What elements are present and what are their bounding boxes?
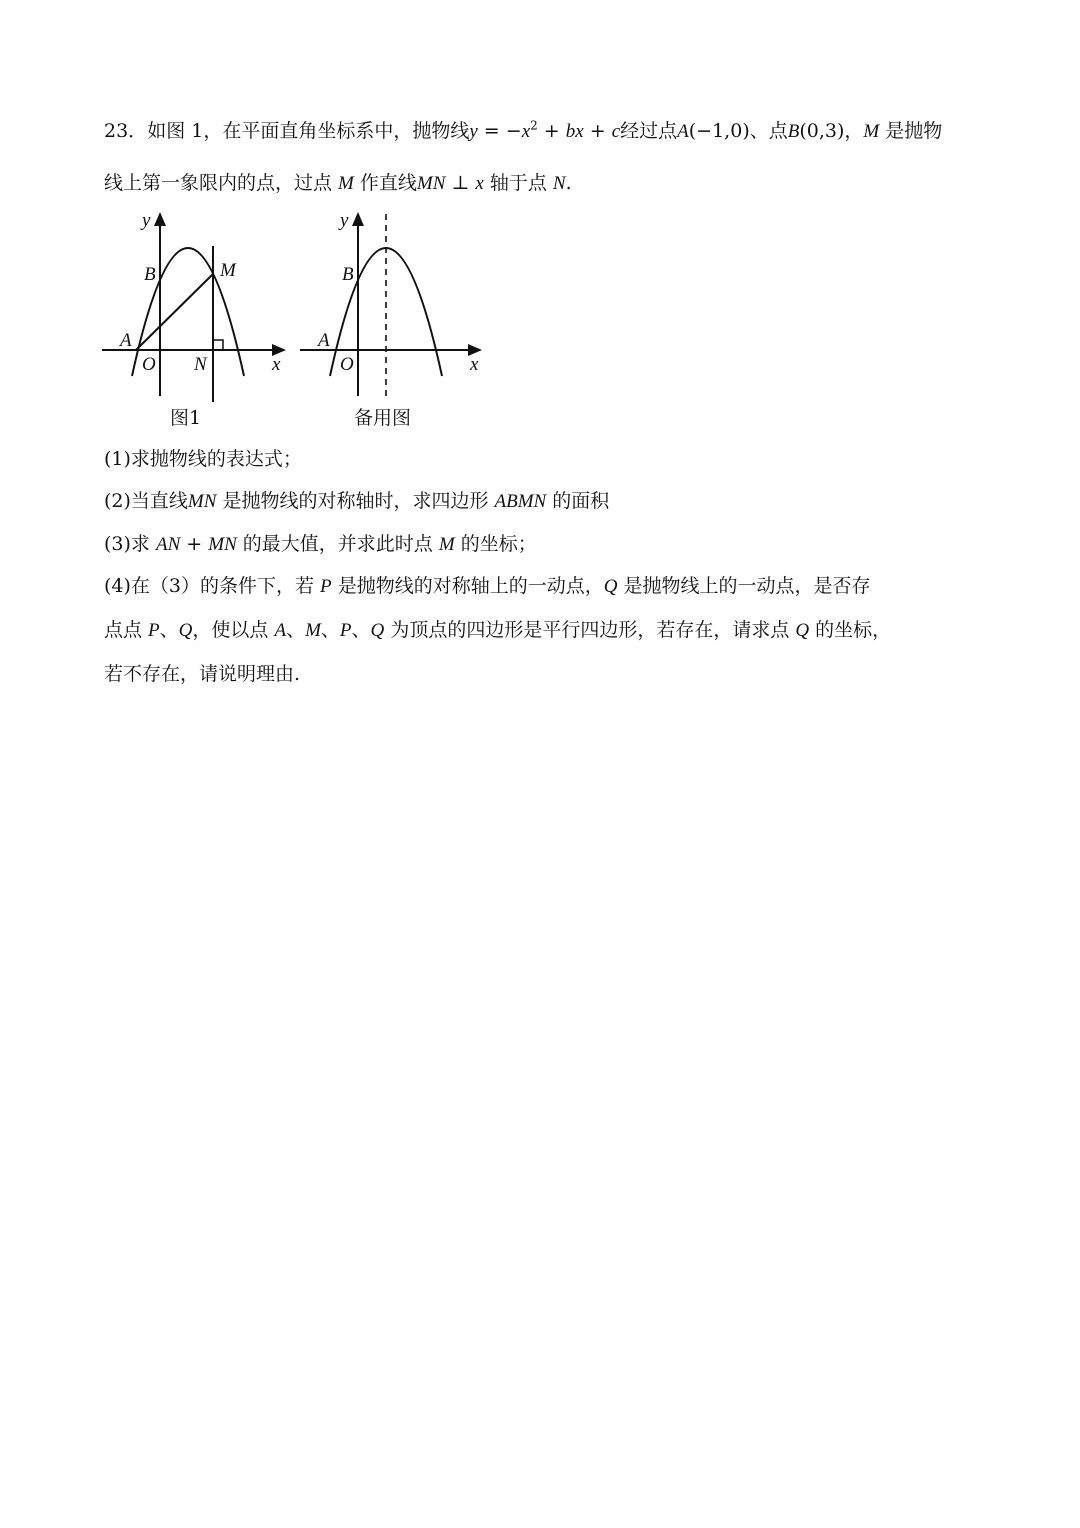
part-2: (2)当直线MN 是抛物线的对称轴时，求四边形 ABMN 的面积 xyxy=(104,490,610,512)
label-m: M xyxy=(220,260,236,281)
figure-1-graph xyxy=(100,206,300,406)
parabola-equation: $y = -x^2$ + bx + c xyxy=(469,118,621,142)
point-m-label: M xyxy=(863,121,880,142)
right-angle-mark xyxy=(213,340,223,350)
part-4-line-3: 若不存在，请说明理由. xyxy=(104,663,301,685)
question-line-1: 23．如图 1，在平面直角坐标系中，抛物线$y = -x^2$ + bx + c经过点A(−1,0)、点B(0,3)，M 是抛物 xyxy=(104,118,943,142)
label-n: N xyxy=(194,354,207,375)
label-y: y xyxy=(340,210,349,231)
label-o: O xyxy=(340,354,354,375)
question-intro-text: 如图 1，在平面直角坐标系中，抛物线 xyxy=(147,120,470,142)
figure-spare-caption: 备用图 xyxy=(354,407,412,429)
label-x: x xyxy=(272,354,281,375)
label-a: A xyxy=(120,330,132,351)
point-a-coords: (−1,0) xyxy=(688,120,750,142)
figure-1-caption: 图1 xyxy=(170,407,202,429)
label-y: y xyxy=(142,210,151,231)
part-4-line-2: 点点 P、Q，使以点 A、M、P、Q 为顶点的四边形是平行四边形，若存在，请求点 Q 的坐标， xyxy=(104,619,892,641)
label-o: O xyxy=(142,354,156,375)
figure-spare xyxy=(298,206,498,429)
point-a-label: A xyxy=(677,121,689,142)
figure-1 xyxy=(100,206,300,429)
label-x: x xyxy=(470,354,479,375)
point-b-coords: (0,3) xyxy=(799,120,845,142)
part-4-line-1: (4)在（3）的条件下，若 P 是抛物线的对称轴上的一动点，Q 是抛物线上的一动点，是否存 xyxy=(104,575,871,597)
point-b-label: B xyxy=(787,121,800,142)
part-3: (3)求 AN + MN 的最大值，并求此时点 M 的坐标； xyxy=(104,533,537,555)
part-1: (1)求抛物线的表达式； xyxy=(104,448,302,470)
label-a: A xyxy=(318,330,330,351)
y-axis-arrow-icon xyxy=(154,212,166,226)
figure-spare-graph xyxy=(298,206,498,406)
label-b: B xyxy=(342,264,354,285)
y-axis-arrow-icon xyxy=(352,212,364,226)
question-line-2: 线上第一象限内的点，过点 M 作直线MN ⊥ x 轴于点 N. xyxy=(104,172,572,194)
passes-through-text: 经过点 xyxy=(620,120,678,142)
label-b: B xyxy=(144,264,156,285)
question-number: 23． xyxy=(104,120,148,142)
